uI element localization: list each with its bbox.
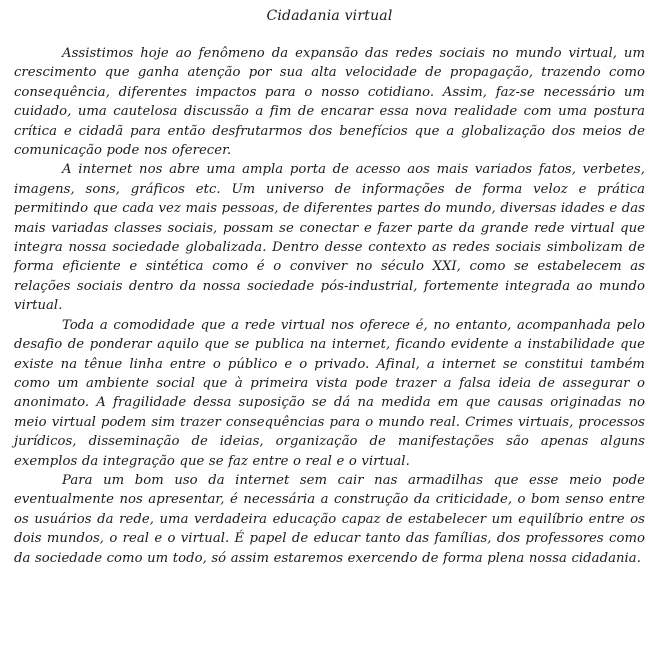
essay-paragraph-3: Toda a comodidade que a rede virtual nos oferece é, no entanto, acompanhada pelo desafio de ponderar aquilo que se publica na internet, ficando evidente a instabilidade que existe na tênue linha entre o público e o privado. Afinal, a internet se constitui também como um ambiente social que à primeira vista pode trazer a falsa ideia de assegurar o anonimato. A fragilidade dessa suposição se dá na medida em que causas originadas no meio virtual podem sim trazer consequências para o mundo real. Crimes virtuais, processos jurídicos, disseminação de ideias, organização de manifestações são apenas alguns exemplos da integração que se faz entre o real e o virtual. bbox=[14, 317, 645, 469]
essay-title: Cidadania virtual bbox=[266, 8, 393, 24]
essay-paragraph-1: Assistimos hoje ao fenômeno da expansão das redes sociais no mundo virtual, um crescimento que ganha atenção por sua alta velocidade de propagação, trazendo como consequência, diferentes impactos para o nosso cotidiano. Assim, faz-se necessário um cuidado, uma cautelosa discussão a fim de encarar essa nova realidade com uma postura crítica e cidadã para então desfrutarmos dos benefícios que a globalização dos meios de comunicação pode nos oferecer. bbox=[14, 46, 645, 159]
essay-paragraph-4: Para um bom uso da internet sem cair nas armadilhas que esse meio pode eventualmente nos apresentar, é necessária a construção da criticidade, o bom senso entre os usuários da rede, uma verdadeira educação capaz de estabelecer um equilíbrio entre os dois mundos, o real e o virtual. É papel de educar tanto das famílias, dos professores como da sociedade como um todo, só assim estaremos exercendo de forma plena nossa cidadania. bbox=[14, 472, 645, 566]
essay-paragraph-2: A internet nos abre uma ampla porta de acesso aos mais variados fatos, verbetes, imagens, sons, gráficos etc. Um universo de informações de forma veloz e prática permitindo que cada vez mais pessoas, de diferentes partes do mundo, diversas idades e das mais variadas classes sociais, possam se conectar e fazer parte da grande rede virtual que integra nossa sociedade globalizada. Dentro desse contexto as redes sociais simbolizam de forma eficiente e sintética como é o conviver no século XXI, como se estabelecem as relações sociais dentro da nossa sociedade pós-industrial, fortemente integrada ao mundo virtual. bbox=[14, 162, 645, 314]
